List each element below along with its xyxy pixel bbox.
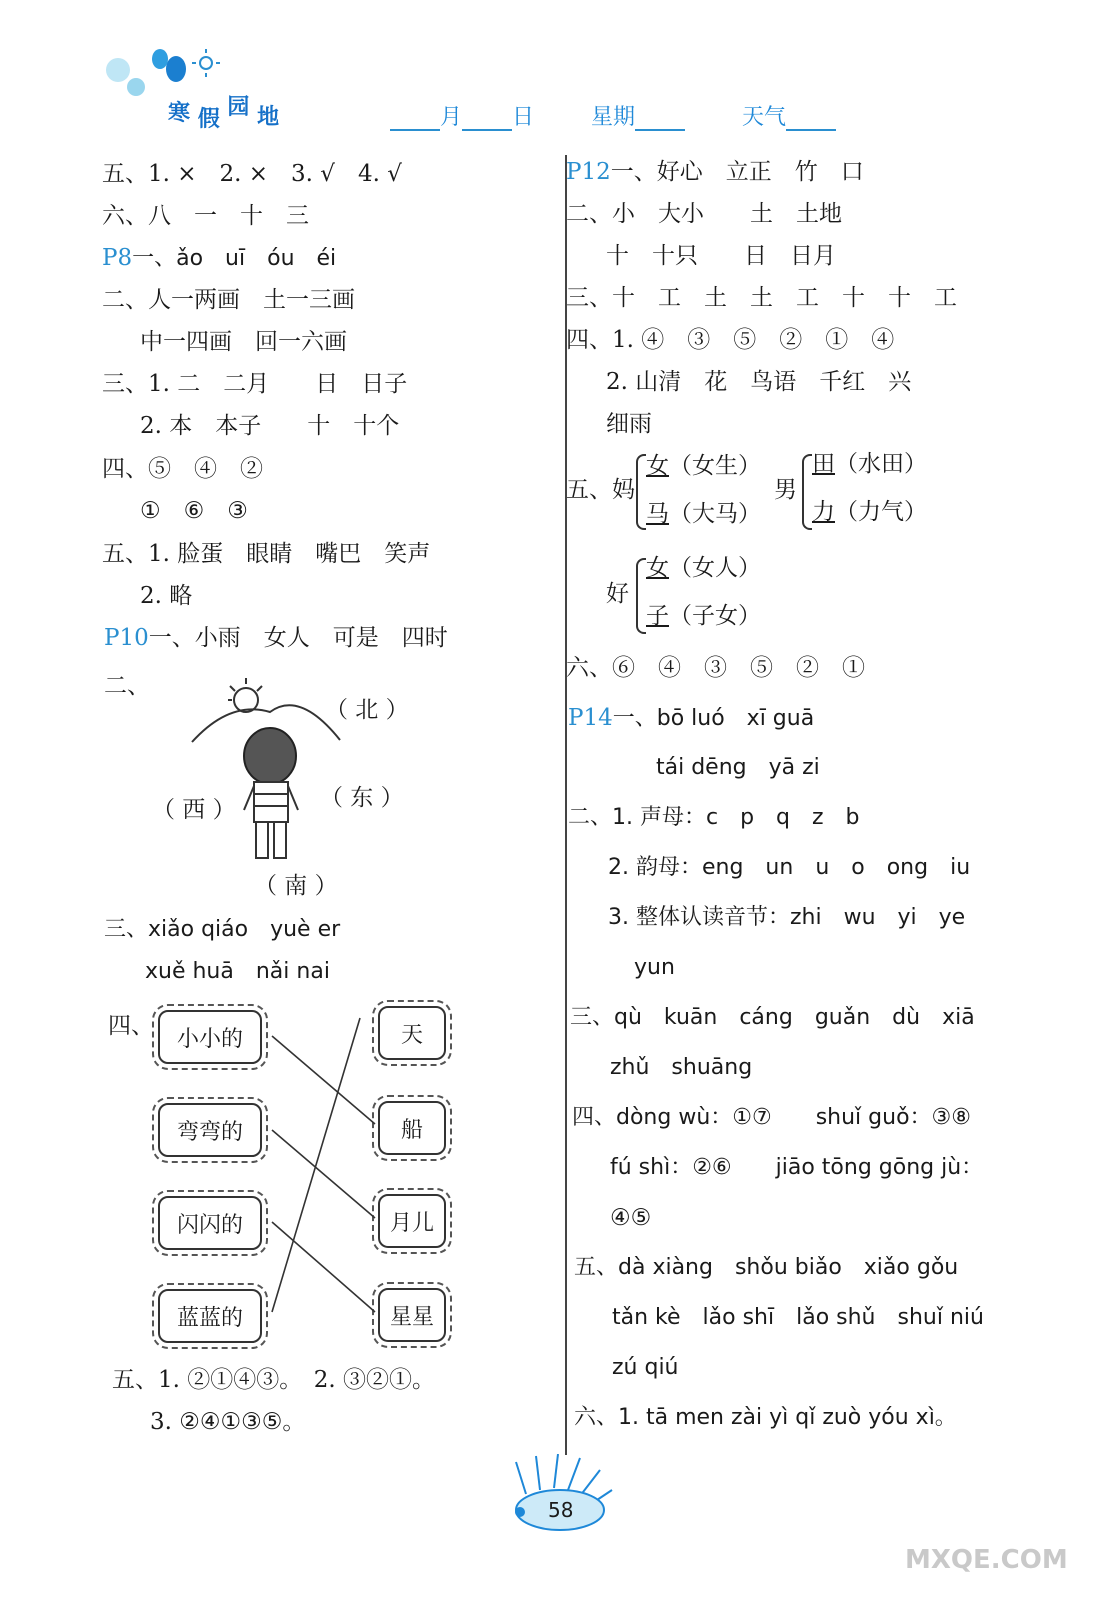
- answer-line: 马（大马）: [646, 501, 761, 527]
- answer-line: 五、dà xiàng shǒu biǎo xiǎo gǒu: [574, 1255, 959, 1280]
- logo-title: 寒 假 园 地: [168, 94, 280, 132]
- answer-line: 三、xiǎo qiáo yuè er: [104, 917, 341, 942]
- answer-line: xuě huā nǎi nai: [145, 959, 330, 984]
- answer-line: 六、1. tā men zài yì qǐ zuò yóu xì。: [574, 1405, 957, 1430]
- match-right-box[interactable]: 星星: [378, 1288, 446, 1342]
- answer-line: 2. 韵母：eng un u o ong iu: [608, 855, 971, 880]
- answer-line: 2. 略: [140, 583, 193, 609]
- answer-line: 二、小 大小 土 土地: [566, 201, 842, 227]
- answer-line: 三、qù kuān cáng guǎn dù xiā: [570, 1005, 975, 1030]
- answer-line: ④⑤: [610, 1205, 652, 1231]
- match-left-box[interactable]: 闪闪的: [158, 1196, 262, 1250]
- brace: [636, 454, 646, 530]
- match-left-box[interactable]: 弯弯的: [158, 1103, 262, 1157]
- answer-line: 3. 整体认读音节：zhi wu yi ye: [608, 905, 966, 930]
- month-label: 月: [440, 105, 463, 130]
- answer-line: tái dēng yā zi: [656, 755, 820, 780]
- answer-line: 2. 本 本子 十 十个: [140, 413, 400, 439]
- match-right-box[interactable]: 天: [378, 1006, 446, 1060]
- watermark: MXQE.COM: [905, 1545, 1068, 1575]
- answer-line: fú shì：②⑥ jiāo tōng gōng jù：: [610, 1155, 984, 1180]
- answer-line: 二、1. 声母：c p q z b: [568, 805, 860, 830]
- answer-line: zhǔ shuāng: [610, 1055, 753, 1080]
- answer-line: 田（水田）: [812, 451, 927, 477]
- answer-line: 十 十只 日 日月: [606, 243, 836, 269]
- match-right-box[interactable]: 船: [378, 1101, 446, 1155]
- answer-line: 四、1. ④ ③ ⑤ ② ① ④: [566, 327, 895, 353]
- answer-line: yun: [634, 955, 675, 980]
- brace: [636, 558, 646, 634]
- answer-line: 中一四画 回一六画: [140, 329, 347, 355]
- page-number: 58: [548, 1498, 574, 1522]
- answer-line: ① ⑥ ③: [140, 498, 248, 524]
- question-label: 男: [774, 477, 797, 503]
- answer-line: 细雨: [606, 411, 652, 437]
- page-ref: P12: [566, 159, 611, 185]
- page-ref: P10: [104, 625, 149, 651]
- answer-line: P8一、ǎo uī óu éi: [102, 245, 337, 271]
- answer-line: 3. ②④①③⑤。: [150, 1409, 306, 1435]
- answer-line: 五、1. × 2. × 3. √ 4. √: [102, 161, 402, 187]
- page-ref: P8: [102, 245, 133, 271]
- answer-line: 三、十 工 土 土 工 十 十 工: [566, 285, 957, 311]
- answer-line: P10一、小雨 女人 可是 四时: [104, 625, 448, 651]
- answer-line: P12一、好心 立正 竹 口: [566, 159, 864, 185]
- weather-label: 天气: [742, 105, 787, 130]
- direction-east: （ 东 ）: [320, 785, 404, 811]
- answer-line: 六、⑥ ④ ③ ⑤ ② ①: [566, 655, 865, 681]
- question-label: 四、: [108, 1013, 154, 1039]
- answer-line: 四、⑤ ④ ②: [102, 456, 263, 482]
- page-ref: P14: [568, 705, 613, 731]
- brace: [802, 454, 812, 530]
- answer-line: tǎn kè lǎo shī lǎo shǔ shuǐ niú: [612, 1305, 984, 1330]
- match-left-box[interactable]: 蓝蓝的: [158, 1289, 262, 1343]
- question-label: 五、妈: [566, 477, 635, 503]
- weekday-label: 星期: [591, 105, 636, 130]
- match-right-box[interactable]: 月儿: [378, 1194, 446, 1248]
- answer-line: 女（女人）: [646, 555, 761, 581]
- answer-line: 女（女生）: [646, 453, 761, 479]
- hedgehog-icon: [496, 1454, 616, 1534]
- question-label: 二、: [104, 673, 150, 699]
- answer-line: P14一、bō luó xī guā: [568, 705, 815, 731]
- answer-line: 五、1. 脸蛋 眼睛 嘴巴 笑声: [102, 541, 431, 567]
- answer-line: zú qiú: [612, 1355, 679, 1380]
- answer-line: 四、dòng wù：①⑦ shuǐ guǒ：③⑧: [572, 1105, 971, 1130]
- answer-line: 二、人一两画 土一三画: [102, 287, 355, 313]
- answer-line: 六、八 一 十 三: [102, 203, 309, 229]
- direction-north: （ 北 ）: [325, 697, 409, 723]
- direction-south: （ 南 ）: [254, 873, 338, 899]
- question-label: 好: [606, 581, 629, 607]
- answer-line: 三、1. 二 二月 日 日子: [102, 371, 408, 397]
- answer-line: 子（子女）: [646, 603, 761, 629]
- match-left-box[interactable]: 小小的: [158, 1010, 262, 1064]
- direction-west: （ 西 ）: [152, 797, 236, 823]
- day-label: 日: [512, 105, 535, 130]
- answer-line: 力（力气）: [812, 499, 927, 525]
- answer-line: 五、1. ②①④③。 2. ③②①。: [112, 1367, 436, 1393]
- answer-line: 2. 山清 花 鸟语 千红 兴: [606, 369, 912, 395]
